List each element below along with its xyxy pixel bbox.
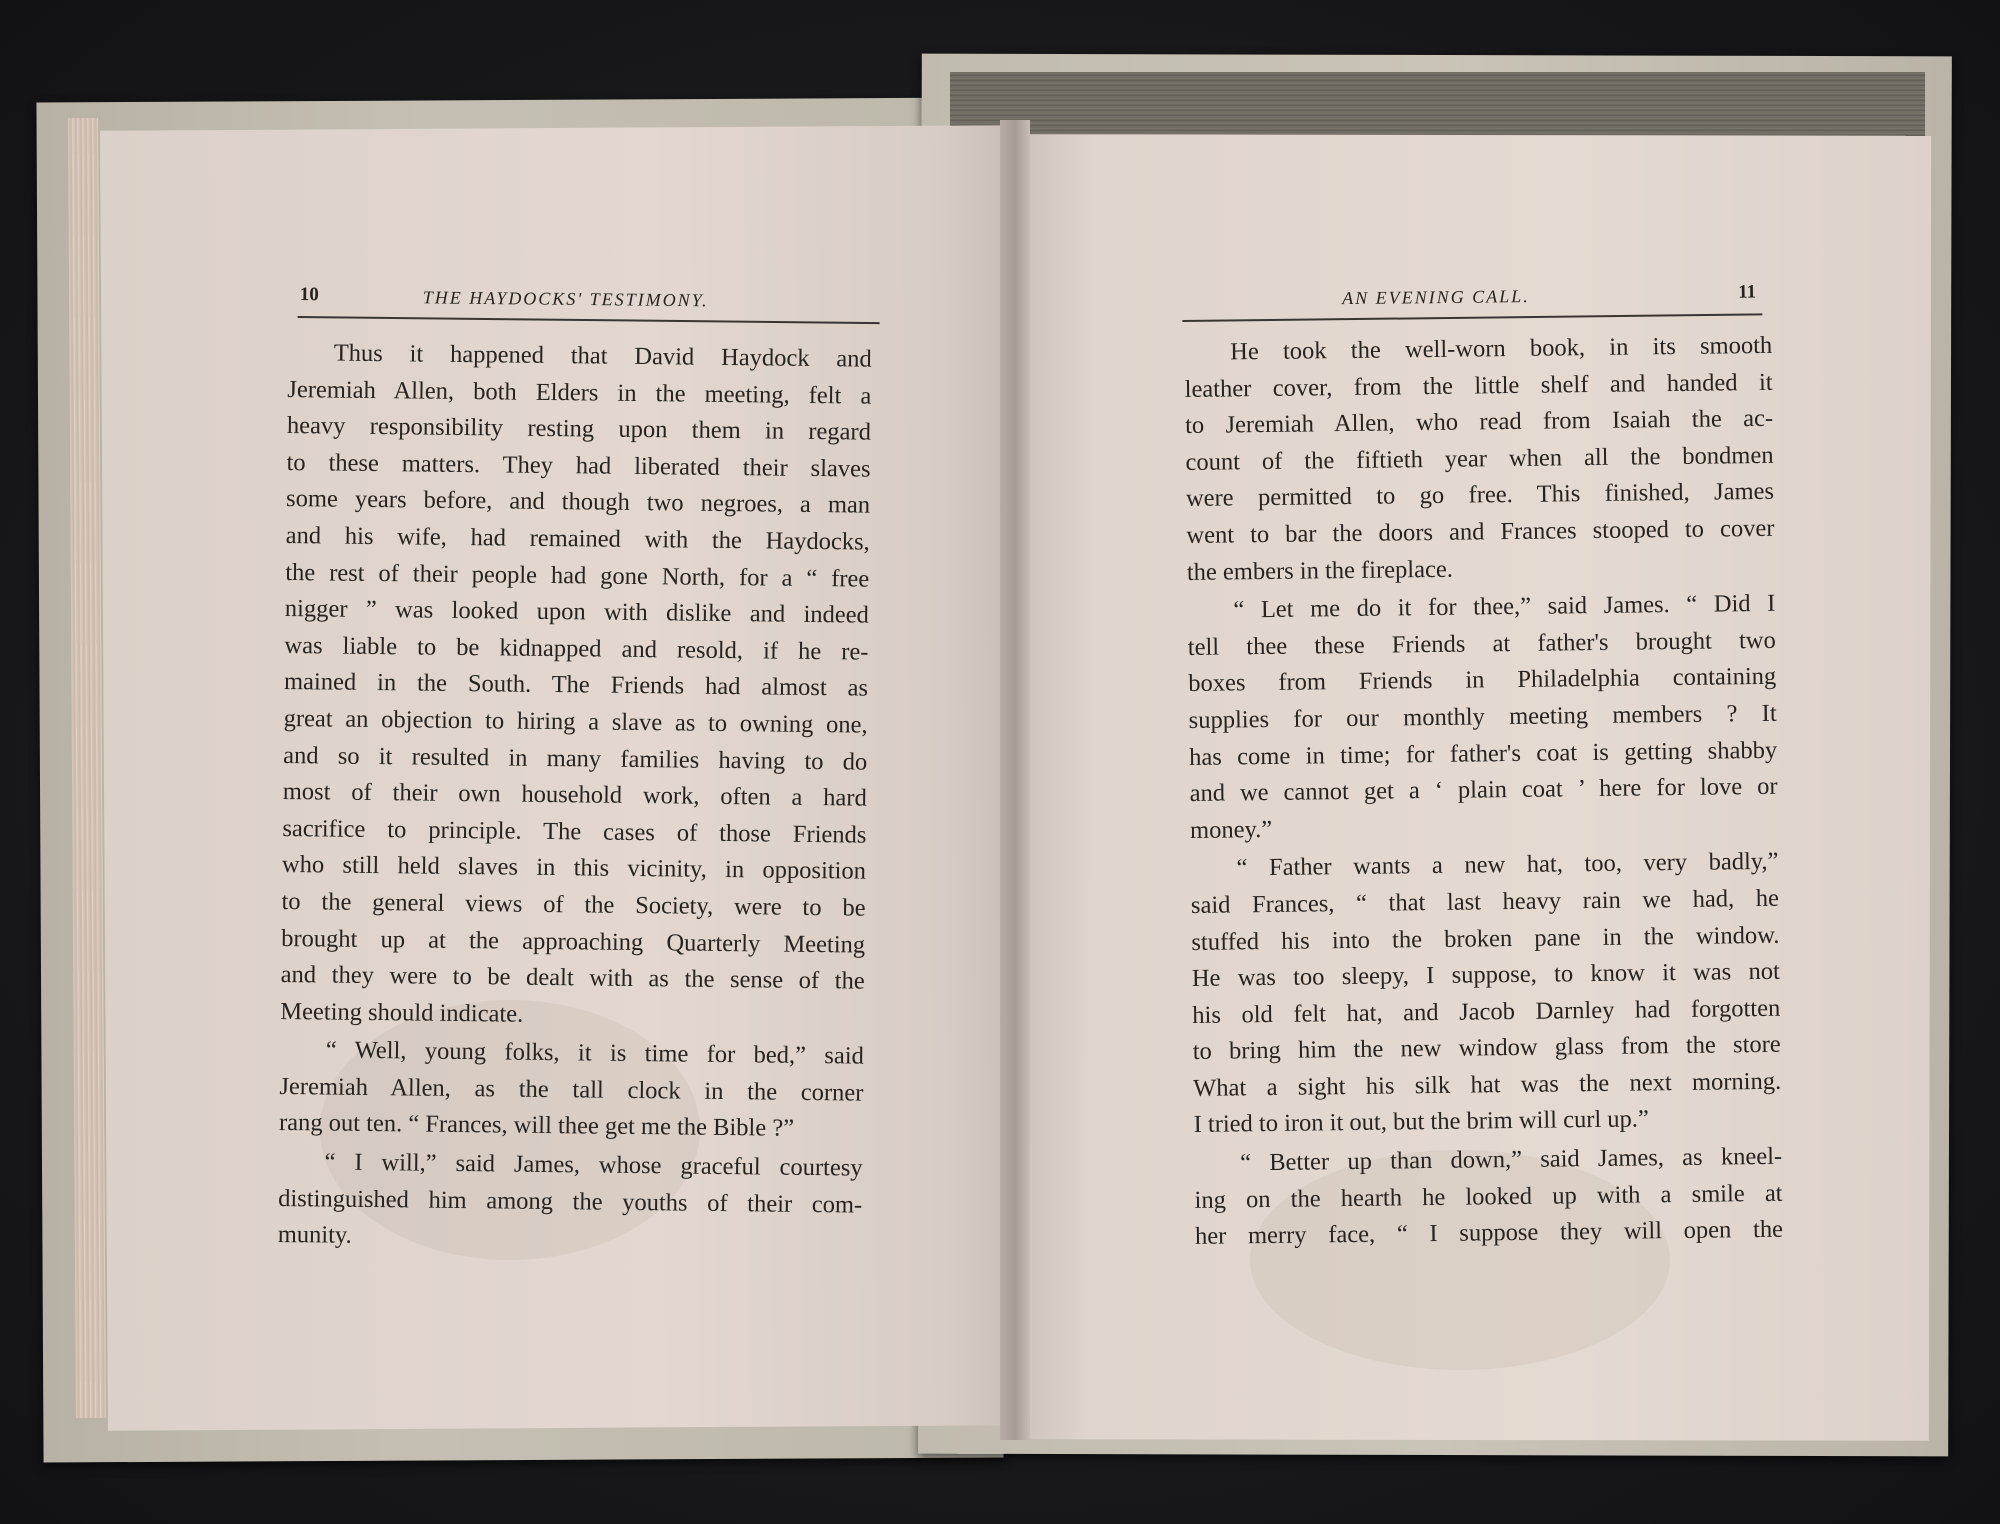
text-line: her merry face, “ I suppose they will open the [1194, 1216, 1784, 1251]
text-line: to these matters. They had liberated their slaves [286, 448, 871, 483]
text-line: has come in time; for father's coat is getting shabby [1188, 736, 1778, 771]
text-line: some years before, and though two negroes, a man [285, 485, 871, 519]
text-line: said Frances, “ that last heavy rain we had, he [1190, 884, 1780, 919]
text-line: “ Better up than down,” said James, as kneel- [1239, 1142, 1783, 1177]
text-line: sacrifice to principle. The cases of those Friends [282, 814, 867, 849]
text-line: to Jeremiah Allen, who read from Isaiah the ac- [1184, 404, 1774, 440]
text-line: the rest of their people had gone North, for a “ free [285, 558, 870, 593]
text-line: “ Let me do it for thee,” said James. “ Did I [1233, 589, 1776, 624]
right-page-header [1182, 279, 1762, 322]
text-line: heavy responsibility resting upon them in regard [286, 412, 872, 446]
text-line: and they were to be dealt with as the sense of the [280, 961, 865, 995]
text-line: money.” [1189, 815, 1273, 844]
running-title: THE HAYDOCKS' TESTIMONY. [422, 287, 709, 311]
text-line: He was too sleepy, I suppose, to know it was not [1191, 957, 1780, 993]
text-line: to the general views of the Society, were to be [281, 887, 866, 922]
text-line: great an objection to hiring a slave as to owning one, [283, 704, 868, 739]
text-line: was liable to be kidnapped and resold, if he re- [284, 631, 869, 666]
text-line: “ I will,” said James, whose graceful courtesy [324, 1148, 863, 1182]
text-line: the embers in the fireplace. [1186, 555, 1454, 586]
left-page-body-text [278, 335, 872, 1262]
text-line: “ Father wants a new hat, too, very badly,” [1236, 848, 1779, 882]
text-line: boxes from Friends in Philadelphia containing [1188, 663, 1777, 698]
text-line: rang out ten. “ Frances, will thee get me the Bible ?” [278, 1109, 795, 1143]
text-line: went to bar the doors and Frances stooped to cover [1186, 514, 1775, 549]
book-gutter [1000, 120, 1030, 1440]
text-line: count of the fiftieth year when all the bondmen [1185, 441, 1774, 476]
text-line: supplies for our monthly meeting members ? It [1188, 699, 1777, 734]
text-line: Meeting should indicate. [280, 997, 524, 1028]
right-page-body-text [1184, 328, 1783, 1256]
text-line: He took the well-worn book, in its smooth [1230, 331, 1773, 366]
running-title: AN EVENING CALL. [1342, 286, 1530, 309]
text-line: tell thee these Friends at father's brought two [1187, 626, 1776, 661]
text-line: What a sight his silk hat was the next morning. [1193, 1067, 1782, 1102]
text-line: nigger ” was looked upon with dislike and indeed [284, 595, 870, 629]
page-number: 11 [1738, 281, 1757, 303]
text-line: to bring him the new window glass from the store [1192, 1031, 1781, 1066]
text-line: most of their own household work, often a hard [282, 778, 867, 812]
text-line: Jeremiah Allen, both Elders in the meeting, felt a [287, 375, 872, 410]
text-line: and we cannot get a ‘ plain coat ’ here for love or [1189, 772, 1778, 808]
text-line: distinguished him among the youths of their com- [278, 1184, 863, 1219]
text-line: stuffed his into the broken pane in the window. [1191, 921, 1780, 956]
text-line: leather cover, from the little shelf and handed it [1184, 368, 1773, 403]
text-line: ing on the hearth he looked up with a smile at [1194, 1179, 1783, 1214]
text-line: and his wife, had remained with the Haydocks, [285, 521, 870, 556]
text-line: Thus it happened that David Haydock and [333, 339, 872, 373]
text-line: I tried to iron it out, but the brim will curl up.” [1193, 1105, 1650, 1139]
text-line: and so it resulted in many families having to do [283, 741, 868, 776]
text-line: Jeremiah Allen, as the tall clock in the corner [279, 1072, 864, 1107]
text-line: were permitted to go free. This finished, James [1185, 478, 1775, 513]
text-line: mained in the South. The Friends had almost as [283, 668, 869, 702]
text-line: who still held slaves in this vicinity, in opposition [281, 851, 867, 885]
text-line: his old felt hat, and Jacob Darnley had forgotten [1192, 994, 1781, 1029]
page-number: 10 [299, 284, 319, 306]
text-line: munity. [277, 1221, 352, 1250]
text-line: brought up at the approaching Quarterly Meeting [281, 924, 866, 959]
left-page-header [298, 282, 880, 324]
page-block-top-edge [950, 72, 1925, 144]
text-line: “ Well, young folks, it is time for bed,” said [325, 1036, 865, 1070]
